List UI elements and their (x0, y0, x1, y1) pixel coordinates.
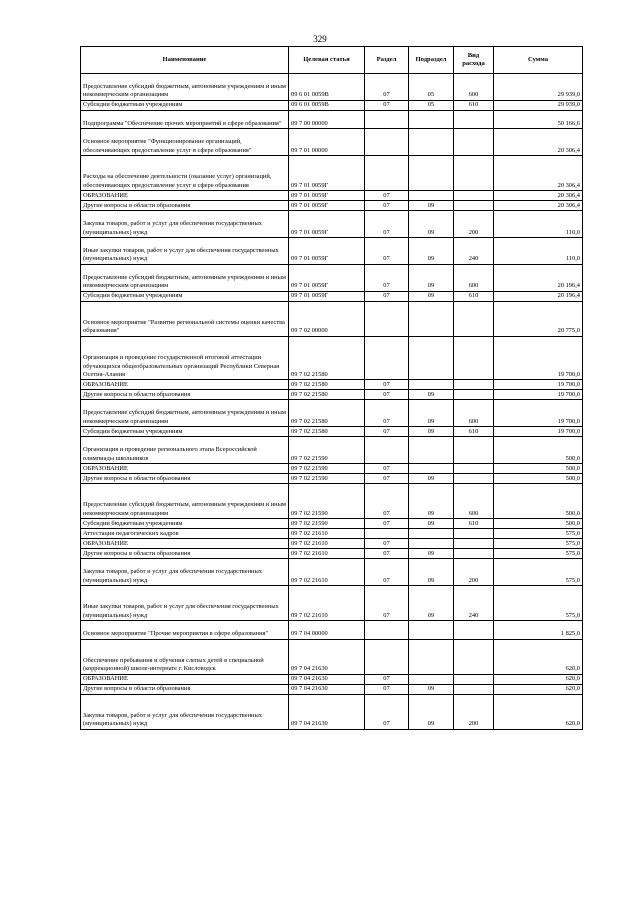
row-section: 07 (365, 473, 409, 483)
row-expense-type: 200 (454, 211, 494, 238)
row-sum: 19 700,0 (494, 390, 583, 400)
row-subsection (409, 110, 454, 128)
row-sum: 20 306,4 (494, 129, 583, 156)
row-sum: 19 700,0 (494, 380, 583, 390)
row-target-article: 09 7 01 0059Г (289, 264, 365, 291)
row-subsection (409, 336, 454, 380)
row-target-article: 09 6 01 0059В (289, 100, 365, 110)
row-sum: 575,0 (494, 585, 583, 620)
row-expense-type: 600 (454, 74, 494, 101)
row-name: Субсидии бюджетным учреждениям (81, 100, 289, 110)
row-section (365, 621, 409, 639)
row-target-article: 09 7 02 21610 (289, 549, 365, 559)
row-subsection: 09 (409, 519, 454, 529)
row-sum: 575,0 (494, 559, 583, 586)
row-section: 07 (365, 237, 409, 264)
row-target-article: 09 6 01 0059В (289, 74, 365, 101)
row-name: Другие вопросы в области образования (81, 201, 289, 211)
row-sum: 50 166,6 (494, 110, 583, 128)
row-section: 07 (365, 463, 409, 473)
row-sum: 29 939,0 (494, 100, 583, 110)
row-name: Обеспечение пребывания и обучения слепых детей в специальной (коррекционной) школе-интернате г. Кисловодск (81, 639, 289, 674)
row-name: Другие вопросы в области образования (81, 390, 289, 400)
table-row (81, 191, 583, 201)
row-section (365, 529, 409, 539)
row-name: Предоставление субсидий бюджетным, автономным учреждениям и иным некоммерческим организациям (81, 400, 289, 427)
table-row (81, 559, 583, 586)
table-body (81, 74, 583, 730)
row-subsection: 09 (409, 559, 454, 586)
header-subsection: Подраздел (409, 47, 454, 74)
row-sum: 575,0 (494, 539, 583, 549)
row-expense-type (454, 549, 494, 559)
row-name: Предоставление субсидий бюджетным, автономным учреждениям и иным некоммерческим организациям (81, 483, 289, 518)
row-expense-type: 200 (454, 694, 494, 729)
table-row (81, 336, 583, 380)
row-subsection: 09 (409, 694, 454, 729)
table-row (81, 74, 583, 101)
row-subsection (409, 437, 454, 464)
row-name: Другие вопросы в области образования (81, 473, 289, 483)
row-expense-type (454, 473, 494, 483)
row-sum: 20 196,4 (494, 264, 583, 291)
row-target-article: 09 7 04 00000 (289, 621, 365, 639)
row-subsection (409, 539, 454, 549)
row-sum: 20 196,4 (494, 291, 583, 301)
row-sum: 1 825,0 (494, 621, 583, 639)
table-row (81, 549, 583, 559)
table-row (81, 201, 583, 211)
table-row (81, 380, 583, 390)
row-subsection: 05 (409, 100, 454, 110)
row-sum: 19 700,0 (494, 427, 583, 437)
table-row (81, 237, 583, 264)
row-name: Субсидии бюджетным учреждениям (81, 519, 289, 529)
row-subsection (409, 529, 454, 539)
table-row (81, 437, 583, 464)
row-subsection (409, 639, 454, 674)
row-subsection: 09 (409, 237, 454, 264)
row-subsection: 09 (409, 264, 454, 291)
row-name: Субсидии бюджетным учреждениям (81, 427, 289, 437)
row-section (365, 336, 409, 380)
row-sum: 19 700,0 (494, 336, 583, 380)
table-row (81, 301, 583, 336)
row-name: Закупка товаров, работ и услуг для обеспечения государственных (муниципальных) нужд (81, 694, 289, 729)
row-subsection (409, 129, 454, 156)
row-subsection: 09 (409, 201, 454, 211)
row-name: ОБРАЗОВАНИЕ (81, 380, 289, 390)
row-expense-type (454, 684, 494, 694)
row-expense-type (454, 380, 494, 390)
row-target-article: 09 7 02 21590 (289, 473, 365, 483)
row-name: Расходы на обеспечение деятельности (оказание услуг) организаций, обеспечивающих предоставление услуг в сфере образования (81, 155, 289, 190)
row-expense-type (454, 539, 494, 549)
row-expense-type (454, 639, 494, 674)
row-expense-type: 600 (454, 483, 494, 518)
row-name: Другие вопросы в области образования (81, 549, 289, 559)
row-subsection: 09 (409, 400, 454, 427)
row-expense-type: 610 (454, 427, 494, 437)
header-sum: Сумма (494, 47, 583, 74)
row-sum: 620,0 (494, 694, 583, 729)
row-target-article: 09 7 01 0059Г (289, 201, 365, 211)
row-sum: 20 306,4 (494, 155, 583, 190)
row-expense-type (454, 437, 494, 464)
row-subsection (409, 301, 454, 336)
row-target-article: 09 7 02 21590 (289, 483, 365, 518)
row-sum: 620,0 (494, 674, 583, 684)
row-target-article: 09 7 02 21590 (289, 519, 365, 529)
row-sum: 500,0 (494, 519, 583, 529)
table-row (81, 427, 583, 437)
row-section: 07 (365, 539, 409, 549)
row-target-article: 09 7 02 21580 (289, 336, 365, 380)
row-section: 07 (365, 519, 409, 529)
row-subsection (409, 191, 454, 201)
row-target-article: 09 7 02 21580 (289, 380, 365, 390)
row-expense-type: 240 (454, 585, 494, 620)
row-name: Закупка товаров, работ и услуг для обеспечения государственных (муниципальных) нужд (81, 559, 289, 586)
row-target-article: 09 7 01 0059Г (289, 211, 365, 238)
row-subsection (409, 463, 454, 473)
row-target-article: 09 7 01 0059Г (289, 191, 365, 201)
row-subsection: 09 (409, 684, 454, 694)
page-number: 329 (313, 34, 327, 44)
row-sum: 500,0 (494, 463, 583, 473)
row-target-article: 09 7 02 21590 (289, 463, 365, 473)
header-article: Целевая статья (289, 47, 365, 74)
table-row (81, 110, 583, 128)
row-sum: 110,0 (494, 211, 583, 238)
row-section (365, 301, 409, 336)
row-expense-type (454, 129, 494, 156)
row-section: 07 (365, 291, 409, 301)
row-name: Основное мероприятие "Развитие региональной системы оценки качества образования" (81, 301, 289, 336)
table-row (81, 674, 583, 684)
row-section: 07 (365, 100, 409, 110)
row-subsection: 09 (409, 427, 454, 437)
row-section: 07 (365, 74, 409, 101)
row-expense-type (454, 674, 494, 684)
row-target-article: 09 7 01 0059Г (289, 291, 365, 301)
row-section: 07 (365, 380, 409, 390)
row-target-article: 09 7 04 21630 (289, 694, 365, 729)
table-row (81, 463, 583, 473)
row-expense-type (454, 201, 494, 211)
row-sum: 500,0 (494, 473, 583, 483)
row-name: Закупка товаров, работ и услуг для обеспечения государственных (муниципальных) нужд (81, 211, 289, 238)
row-sum: 575,0 (494, 529, 583, 539)
row-target-article: 09 7 00 00000 (289, 110, 365, 128)
row-subsection: 09 (409, 585, 454, 620)
table-row (81, 639, 583, 674)
row-expense-type: 610 (454, 100, 494, 110)
row-name: Подпрограмма "Обеспечение прочих мероприятий в сфере образования" (81, 110, 289, 128)
row-target-article: 09 7 02 21610 (289, 585, 365, 620)
row-name: Иные закупки товаров, работ и услуг для обеспечения государственных (муниципальных) нужд (81, 237, 289, 264)
row-sum: 20 306,4 (494, 191, 583, 201)
row-expense-type: 600 (454, 400, 494, 427)
row-name: Аттестация педагогических кадров (81, 529, 289, 539)
row-sum: 500,0 (494, 437, 583, 464)
row-target-article: 09 7 02 21580 (289, 427, 365, 437)
row-sum: 29 939,0 (494, 74, 583, 101)
row-section (365, 155, 409, 190)
row-section: 07 (365, 427, 409, 437)
row-target-article: 09 7 02 21610 (289, 529, 365, 539)
row-section: 07 (365, 264, 409, 291)
table-row (81, 211, 583, 238)
table-row (81, 400, 583, 427)
row-section: 07 (365, 549, 409, 559)
row-sum: 575,0 (494, 549, 583, 559)
row-expense-type: 200 (454, 559, 494, 586)
row-expense-type (454, 336, 494, 380)
row-section: 07 (365, 483, 409, 518)
row-sum: 110,0 (494, 237, 583, 264)
row-name: Организация и проведение регионального этапа Всероссийской олимпиады школьников (81, 437, 289, 464)
table-row (81, 621, 583, 639)
row-target-article: 09 7 04 21630 (289, 639, 365, 674)
row-sum: 20 775,0 (494, 301, 583, 336)
row-sum: 620,0 (494, 684, 583, 694)
row-section: 07 (365, 390, 409, 400)
table-header-row (81, 47, 583, 74)
row-subsection: 09 (409, 291, 454, 301)
table-row (81, 291, 583, 301)
row-name: Организация и проведение государственной итоговой аттестации обучающихся общеобразовательных организаций Республики Северная Осетия-Алания (81, 336, 289, 380)
row-section: 07 (365, 694, 409, 729)
row-expense-type: 610 (454, 291, 494, 301)
row-section: 07 (365, 400, 409, 427)
row-section: 07 (365, 559, 409, 586)
row-name: ОБРАЗОВАНИЕ (81, 463, 289, 473)
row-target-article: 09 7 02 21590 (289, 437, 365, 464)
table-row (81, 390, 583, 400)
table-row (81, 694, 583, 729)
row-expense-type: 610 (454, 519, 494, 529)
row-name: Субсидии бюджетным учреждениям (81, 291, 289, 301)
row-subsection: 09 (409, 390, 454, 400)
row-expense-type: 600 (454, 264, 494, 291)
row-section: 07 (365, 211, 409, 238)
row-subsection: 09 (409, 211, 454, 238)
row-expense-type (454, 390, 494, 400)
row-expense-type (454, 191, 494, 201)
row-target-article: 09 7 02 21580 (289, 390, 365, 400)
table-row (81, 539, 583, 549)
table-row (81, 100, 583, 110)
row-section: 07 (365, 201, 409, 211)
row-target-article: 09 7 01 0059Г (289, 155, 365, 190)
row-section: 07 (365, 684, 409, 694)
row-target-article: 09 7 02 21610 (289, 539, 365, 549)
row-sum: 20 306,4 (494, 201, 583, 211)
header-expense-type: Вид расхода (454, 47, 494, 74)
row-name: Предоставление субсидий бюджетным, автономным учреждениям и иным некоммерческим организациям (81, 264, 289, 291)
row-subsection: 09 (409, 549, 454, 559)
row-expense-type (454, 621, 494, 639)
row-subsection: 05 (409, 74, 454, 101)
row-section: 07 (365, 674, 409, 684)
row-expense-type (454, 155, 494, 190)
table-row (81, 519, 583, 529)
row-subsection (409, 674, 454, 684)
table-row (81, 483, 583, 518)
row-section: 07 (365, 585, 409, 620)
row-target-article: 09 7 04 21630 (289, 674, 365, 684)
row-section (365, 129, 409, 156)
row-target-article: 09 7 01 00000 (289, 129, 365, 156)
row-target-article: 09 7 02 21580 (289, 400, 365, 427)
row-target-article: 09 7 01 0059Г (289, 237, 365, 264)
row-target-article: 09 7 02 00000 (289, 301, 365, 336)
header-section: Раздел (365, 47, 409, 74)
row-expense-type: 240 (454, 237, 494, 264)
row-sum: 500,0 (494, 483, 583, 518)
budget-table (80, 46, 583, 730)
table-row (81, 473, 583, 483)
table-row (81, 264, 583, 291)
table-row (81, 684, 583, 694)
row-name: Основное мероприятие "Прочие мероприятия в сфере образования" (81, 621, 289, 639)
row-target-article: 09 7 02 21610 (289, 559, 365, 586)
row-sum: 620,0 (494, 639, 583, 674)
row-name: ОБРАЗОВАНИЕ (81, 191, 289, 201)
row-name: Иные закупки товаров, работ и услуг для обеспечения государственных (муниципальных) нужд (81, 585, 289, 620)
row-section (365, 437, 409, 464)
row-name: Основное мероприятие "Функционирование организаций, обеспечивающих предоставление услуг в сфере образования" (81, 129, 289, 156)
row-subsection: 09 (409, 483, 454, 518)
row-subsection (409, 155, 454, 190)
row-name: ОБРАЗОВАНИЕ (81, 674, 289, 684)
row-name: Другие вопросы в области образования (81, 684, 289, 694)
table-row (81, 585, 583, 620)
row-subsection (409, 621, 454, 639)
row-section (365, 639, 409, 674)
row-subsection (409, 380, 454, 390)
row-expense-type (454, 529, 494, 539)
row-sum: 19 700,0 (494, 400, 583, 427)
row-name: ОБРАЗОВАНИЕ (81, 539, 289, 549)
table-row (81, 155, 583, 190)
table-row (81, 529, 583, 539)
header-name: Наименование (81, 47, 289, 74)
row-name: Предоставление субсидий бюджетным, автономным учреждениям и иным некоммерческим организациям (81, 74, 289, 101)
row-expense-type (454, 301, 494, 336)
row-expense-type (454, 110, 494, 128)
row-target-article: 09 7 04 21630 (289, 684, 365, 694)
row-section (365, 110, 409, 128)
row-expense-type (454, 463, 494, 473)
table-row (81, 129, 583, 156)
row-subsection: 09 (409, 473, 454, 483)
row-section: 07 (365, 191, 409, 201)
